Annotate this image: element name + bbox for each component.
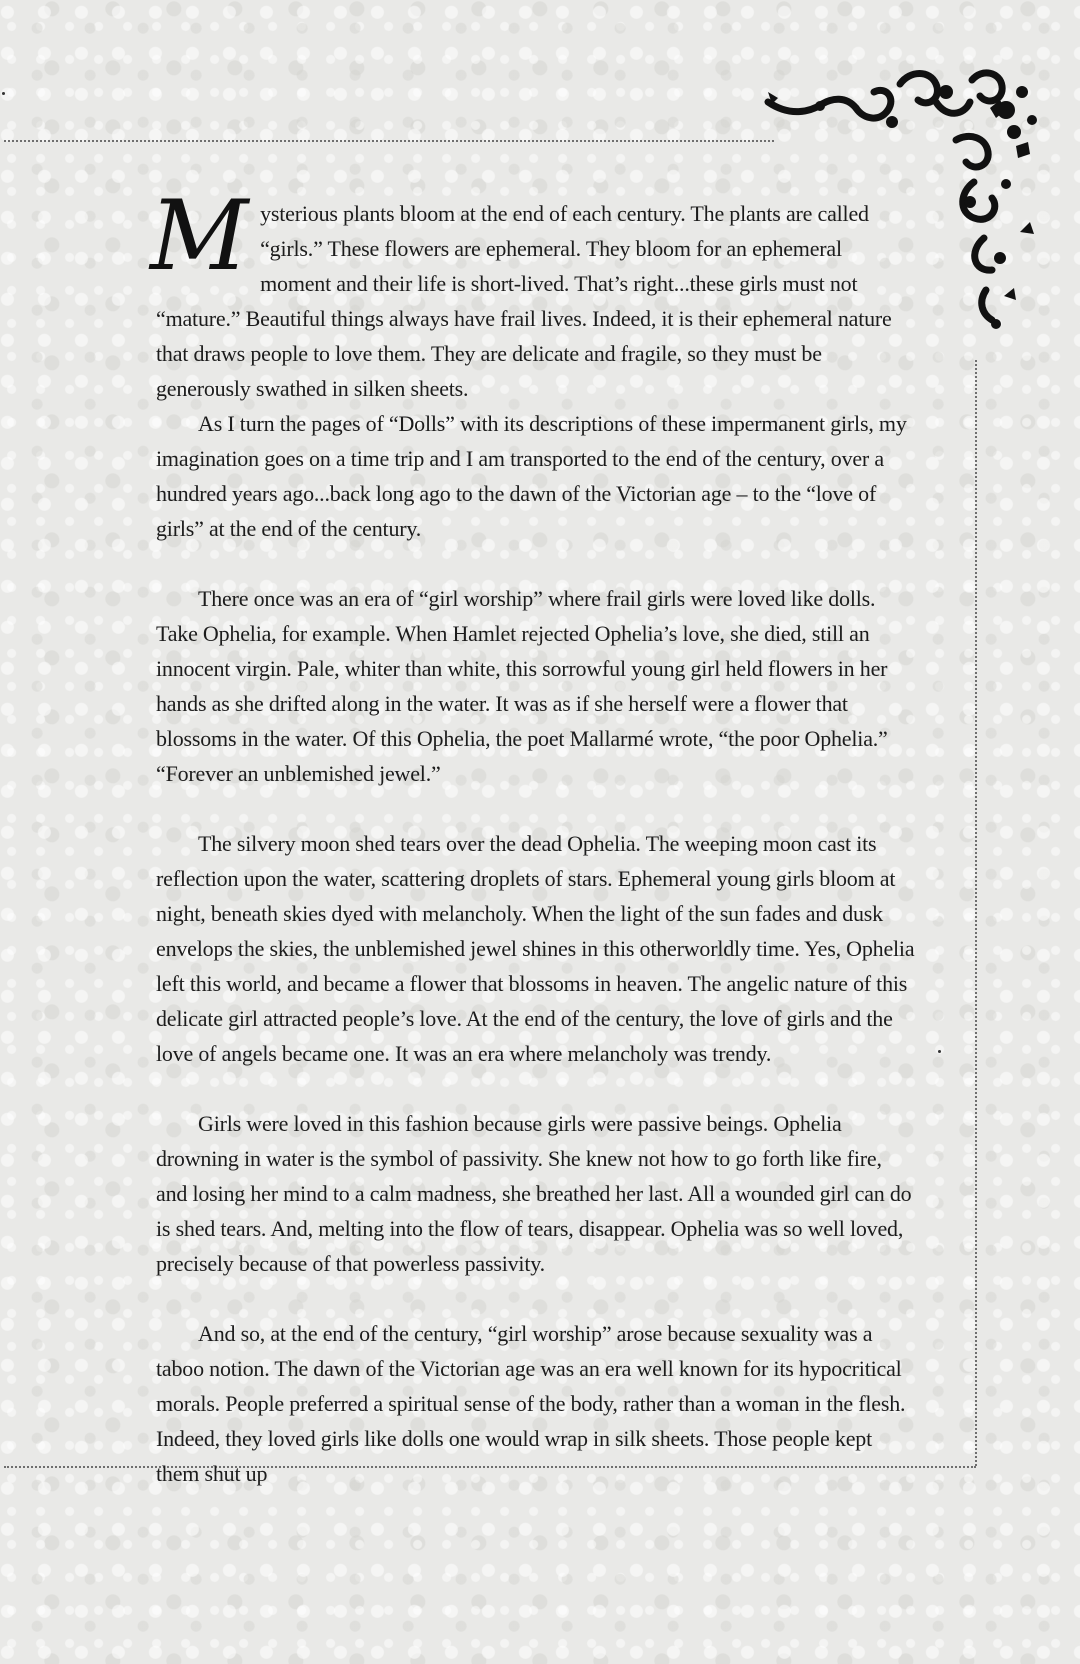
essay-paragraph — [150, 180, 918, 406]
stray-mark — [938, 1050, 941, 1053]
dotted-border-top — [4, 140, 774, 142]
essay-paragraph: Girls were loved in this fashion because girls were passive beings. Ophelia drowning in water is the symbol of passivity. She knew not how to go forth like fire, and losing her mind to a calm madness, she breathed her last. All a wounded girl can do is shed tears. And, melting into the flow of tears, disappear. Ophelia was so well loved, precisely because of that powerless passivity. — [156, 1111, 912, 1276]
paragraph-text: ysterious plants bloom at the end of each century. The plants are called “girls.” These flowers are ephemeral. They bloom for an ephemeral moment and their life is short-lived. That’s right...these girls must not “mature.” Beautiful things always have frail lives. Indeed, it is their ephemeral nature that draws people to love them. They are delicate and fragile, so they must be generously swathed in silken sheets. — [156, 201, 892, 401]
essay-paragraph: There once was an era of “girl worship” where frail girls were loved like dolls. Take Ophelia, for example. When Hamlet rejected Ophelia’s love, she died, still an innocent virgin. Pale, whiter than white, this sorrowful young girl held flowers in her hands as she drifted along in the water. It was as if she herself were a flower that blossoms in the water. Of this Ophelia, the poet Mallarmé wrote, “the poor Ophelia.” “Forever an unblemished jewel.” — [156, 586, 888, 786]
essay-paragraph: As I turn the pages of “Dolls” with its descriptions of these impermanent girls, my imagination goes on a time trip and I am transported to the end of the century, over a hundred years ago...back long ago to the dawn of the Victorian age – to the “love of girls” at the end of the century. — [156, 411, 907, 541]
stray-mark — [2, 92, 5, 95]
dotted-border-right — [975, 360, 977, 1466]
essay-paragraph: And so, at the end of the century, “girl worship” arose because sexuality was a taboo notion. The dawn of the Victorian age was an era well known for its hypocritical morals. People preferred a spiritual sense of the body, rather than a woman in the flesh. Indeed, they loved girls like dolls one would wrap in silk sheets. Those people kept them shut up — [156, 1321, 906, 1486]
essay-body — [150, 180, 918, 1491]
drop-cap: M — [150, 180, 249, 292]
essay-paragraph: The silvery moon shed tears over the dead Ophelia. The weeping moon cast its reflection upon the water, scattering droplets of stars. Ephemeral young girls bloom at night, beneath skies dyed with melancholy. When the light of the sun fades and dusk envelops the skies, the unblemished jewel shines in this otherworldly time. Yes, Ophelia left this world, and became a flower that blossoms in heaven. The angelic nature of this delicate girl attracted people’s love. At the end of the century, the love of girls and the love of angels became one. It was an era where melancholy was trendy. — [156, 831, 915, 1066]
